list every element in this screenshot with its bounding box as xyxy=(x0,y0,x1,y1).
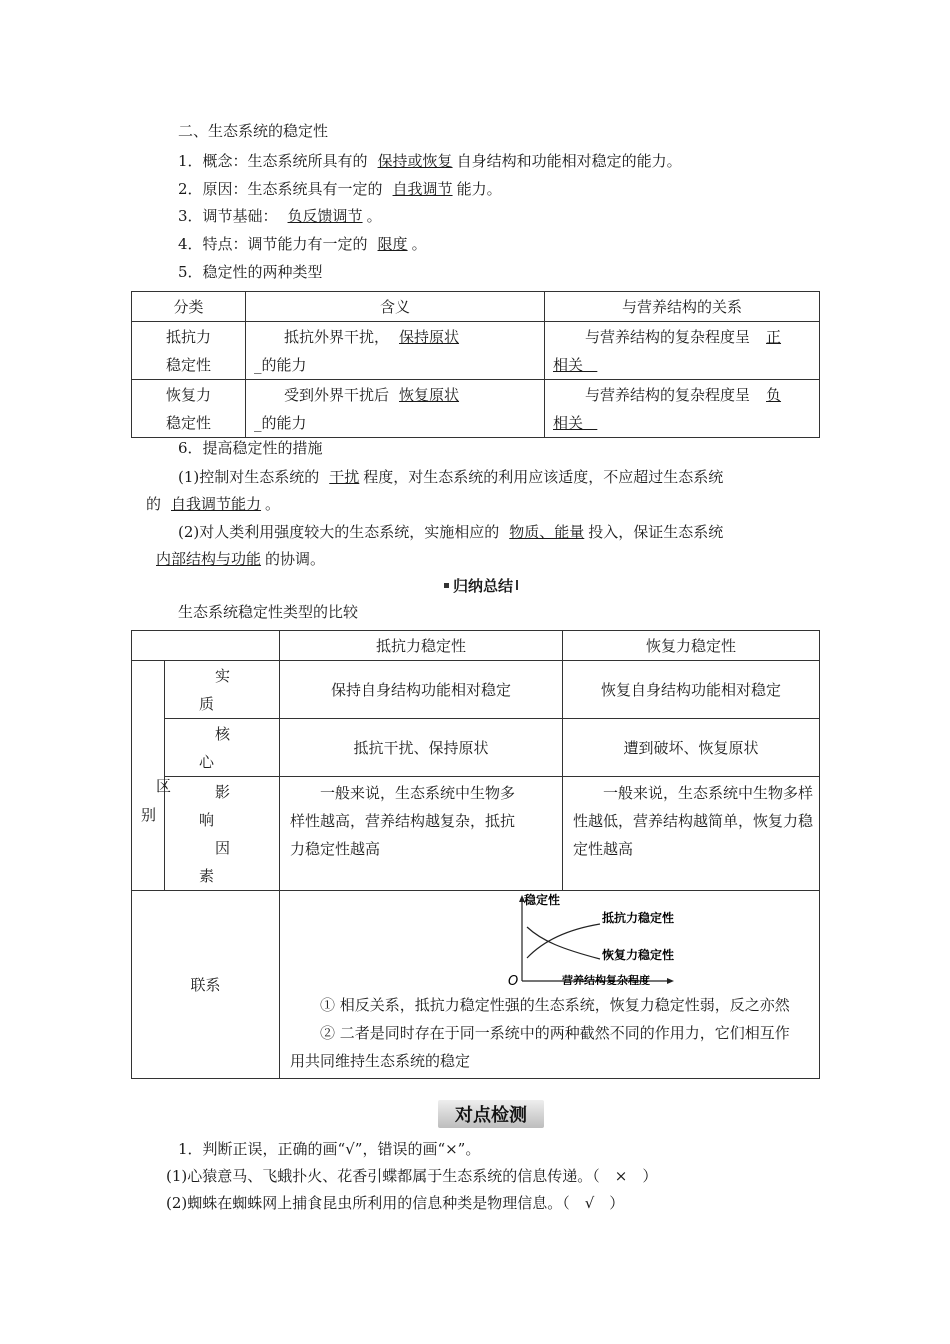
table-row xyxy=(132,380,820,438)
label-char: 素 xyxy=(199,866,215,885)
cell-resilience: 遭到破坏、恢复原状 xyxy=(563,719,820,777)
check-title: 对点检测 xyxy=(438,1100,544,1128)
table-row xyxy=(132,777,820,891)
table-row xyxy=(132,661,820,719)
section-title: 二、生态系统的稳定性 xyxy=(178,122,329,140)
diff-char: 别 xyxy=(141,806,157,824)
meaning-text: 受到外界干扰后 xyxy=(284,385,390,404)
fill-blank: 干扰 xyxy=(329,468,360,486)
cell-resilience: 恢复自身结构功能相对稳定 xyxy=(563,661,820,719)
type-name xyxy=(132,380,246,438)
meaning-text: 抵抗外界干扰， xyxy=(284,327,390,346)
comparison-table xyxy=(131,630,820,1079)
bar-mark-icon xyxy=(516,580,518,590)
measure-text: (2)对人类利用强度较大的生态系统，实施相应的 xyxy=(178,523,500,541)
item-reason xyxy=(178,179,502,199)
item-text: 1．概念：生态系统所具有的 xyxy=(178,152,368,170)
measures-title: 6．提高稳定性的措施 xyxy=(178,439,323,457)
fill-blank: 保持或恢复 xyxy=(377,152,453,170)
diff-label xyxy=(132,661,172,891)
type-name-line: 稳定性 xyxy=(165,355,211,374)
label-char: 影 xyxy=(215,782,231,801)
cell-line: 样性越高，营养结构越复杂，抵抗 xyxy=(290,812,516,830)
fill-blank: 自我调节能力 xyxy=(171,495,262,513)
fill-blank: 相关 xyxy=(553,413,584,432)
fill-blank: 限度 xyxy=(377,235,408,253)
type-meaning xyxy=(246,380,545,438)
check-question: 1．判断正误，正确的画“√”，错误的画“×”。 xyxy=(178,1140,481,1158)
blank-corner xyxy=(132,631,280,661)
fill-blank: 负反馈调节 xyxy=(287,207,363,225)
meaning-text: _的能力 xyxy=(254,355,307,374)
cell-resistance: 保持自身结构功能相对稳定 xyxy=(280,661,563,719)
table-row xyxy=(132,891,820,1079)
fill-blank: 自我调节 xyxy=(392,180,453,198)
curve-label-resistance: 抵抗力稳定性 xyxy=(602,911,675,925)
cell-resilience xyxy=(563,777,820,891)
cell-line: 定性越高 xyxy=(573,840,634,858)
link-line: 用共同维持生态系统的稳定 xyxy=(290,1052,471,1070)
origin-label: O xyxy=(508,974,519,985)
fill-blank: 相关 xyxy=(553,355,584,374)
type-relation xyxy=(545,380,820,438)
table-row xyxy=(132,719,820,777)
measure-2 xyxy=(178,522,723,542)
summary-badge xyxy=(433,574,529,596)
label-char: 心 xyxy=(199,752,215,771)
table-row xyxy=(132,322,820,380)
fill-blank: 正 xyxy=(766,327,782,346)
cell-line: 力稳定性越高 xyxy=(290,840,381,858)
measure-1-cont xyxy=(146,494,280,514)
label-char: 响 xyxy=(199,810,215,829)
link-content xyxy=(280,891,820,1079)
fill-blank: 内部结构与功能 xyxy=(156,550,262,568)
summary-caption: 生态系统稳定性类型的比较 xyxy=(178,603,359,621)
fill-blank: 恢复原状 xyxy=(399,385,460,404)
item-text: 3．调节基础： xyxy=(178,207,278,225)
resilience-curve xyxy=(527,927,600,959)
item-feature xyxy=(178,234,427,254)
type-relation xyxy=(545,322,820,380)
row-label xyxy=(165,719,280,777)
types-table xyxy=(131,291,820,438)
link-label: 联系 xyxy=(132,891,280,1079)
measure-text: 。 xyxy=(265,495,281,513)
item-text: 。 xyxy=(411,235,427,253)
item-concept xyxy=(178,151,682,171)
link-line: ② 二者是同时存在于同一系统中的两种截然不同的作用力，它们相互作 xyxy=(320,1024,790,1042)
item-text: 自身结构和功能相对稳定的能力。 xyxy=(456,152,682,170)
measure-1 xyxy=(178,467,723,487)
item-text: 2．原因：生态系统具有一定的 xyxy=(178,180,383,198)
cell-line: 一般来说，生态系统中生物多 xyxy=(320,784,516,802)
cell-resistance: 抵抗干扰、保持原状 xyxy=(280,719,563,777)
meaning-text: _的能力 xyxy=(254,413,307,432)
row-label xyxy=(165,777,280,891)
measure-text: (1)控制对生态系统的 xyxy=(178,468,320,486)
item-text: 4．特点：调节能力有一定的 xyxy=(178,235,368,253)
header-relation: 与营养结构的关系 xyxy=(545,292,820,322)
type-name-line: 稳定性 xyxy=(165,413,211,432)
badge-text: 归纳总结 xyxy=(452,576,513,595)
cell-resistance xyxy=(280,777,563,891)
type-name-line: 抵抗力 xyxy=(165,327,211,346)
type-name-line: 恢复力 xyxy=(165,385,211,404)
x-arrow-icon xyxy=(667,978,674,984)
fill-blank: 物质、能量 xyxy=(509,523,585,541)
fill-blank: 保持原状 xyxy=(399,327,460,346)
item-types-heading: 5．稳定性的两种类型 xyxy=(178,263,323,281)
relation-text: 与营养结构的复杂程度呈 xyxy=(585,385,751,404)
col-resilience: 恢复力稳定性 xyxy=(563,631,820,661)
y-axis-label: 稳定性 xyxy=(524,893,561,907)
cell-line: 性越低，营养结构越简单，恢复力稳 xyxy=(573,812,814,830)
header-category: 分类 xyxy=(132,292,246,322)
diff-char: 区 xyxy=(156,777,172,795)
resistance-curve xyxy=(527,924,600,958)
check-answer-1: (1)心猿意马、飞蛾扑火、花香引蝶都属于生态系统的信息传递。（ × ） xyxy=(166,1167,658,1185)
link-line: ① 相反关系，抵抗力稳定性强的生态系统，恢复力稳定性弱，反之亦然 xyxy=(320,996,790,1014)
fill-blank: 负 xyxy=(766,385,782,404)
header-meaning: 含义 xyxy=(246,292,545,322)
label-char: 质 xyxy=(199,694,215,713)
type-meaning xyxy=(246,322,545,380)
label-char: 核 xyxy=(215,724,231,743)
check-answer-2: (2)蜘蛛在蜘蛛网上捕食昆虫所利用的信息种类是物理信息。（ √ ） xyxy=(166,1194,625,1212)
x-axis-label: 营养结构复杂程度 xyxy=(562,974,650,985)
item-basis xyxy=(178,206,382,226)
label-char: 因 xyxy=(215,838,231,857)
measure-text: 的协调。 xyxy=(265,550,326,568)
measure-text: 的 xyxy=(146,495,162,513)
square-bullet-icon xyxy=(444,583,449,588)
row-label xyxy=(165,661,280,719)
measure-2-cont xyxy=(146,549,325,569)
type-name xyxy=(132,322,246,380)
curve-label-resilience: 恢复力稳定性 xyxy=(602,948,675,962)
cell-line: 一般来说，生态系统中生物多样 xyxy=(603,784,814,802)
measure-text: 程度，对生态系统的利用应该适度，不应超过生态系统 xyxy=(363,468,724,486)
col-resistance: 抵抗力稳定性 xyxy=(280,631,563,661)
item-text: 。 xyxy=(366,207,382,225)
item-text: 能力。 xyxy=(456,180,502,198)
measure-text: 投入，保证生态系统 xyxy=(588,523,724,541)
label-char: 实 xyxy=(215,666,231,685)
stability-graph xyxy=(500,891,800,985)
relation-text: 与营养结构的复杂程度呈 xyxy=(585,327,751,346)
link-text xyxy=(290,991,790,1075)
